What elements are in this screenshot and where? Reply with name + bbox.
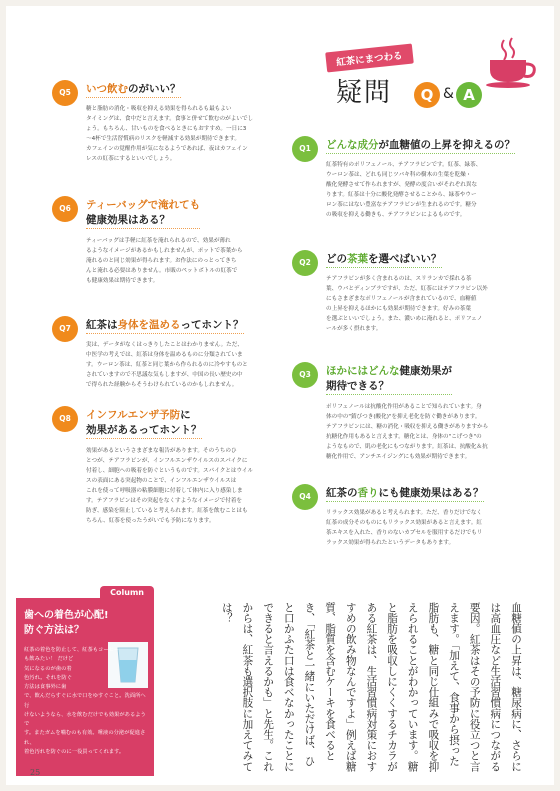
qa-q3 <box>292 362 528 482</box>
qa-q8 <box>52 406 288 566</box>
column-tab: Column <box>100 586 154 599</box>
page-number: 25 <box>30 768 41 777</box>
question-badge: Q2 <box>292 250 318 276</box>
answer-text: テアフラビンが多く含まれるのは、スリランカで採れる茶 葉、ウバとディンブラですが、ただ、紅茶にはテアフラビン以外 にもさまざまなポリフェノールが含まれているので、血糖値 の上昇を抑えるほかにも効果が期待できます。好みの茶葉 を選ぶといいでしょう。また、濃いめに淹れると、ポリフェノ ールが多く摂れます。 <box>326 276 488 333</box>
tea-cup-icon <box>482 34 538 90</box>
answer-text: 糖と脂肪の消化・吸収を抑える効果を得られるも最もよい タイミングは、食中だと言えます。食事と併せて飲むのがよいでし ょう。もちろん、甘いものを食べるときにもおすすめ。一日に3 〜4杯で生活習慣病のリスクを軽減する効果が期待できます。 カフェインの覚醒作用が気になるようであれば、夜はカフェイン レスの紅茶にするといいでしょう。 <box>86 106 254 163</box>
vertical-article-text: 血糖値の上昇は、糖尿病に、さらには高血圧など生活習慣病につながる要因。紅茶はその予防に役立つと言えます。「加えて、食事から摂った脂肪も、糖と同じ仕組みで吸収を抑えられることがわかっています。糖と脂肪を吸収しにくくするチカラがある紅茶は、生活習慣病対策におすすめの飲み物なんですよ」例えば糖質、脂質を含むケーキを食べるとき、「紅茶と一緒にいただけば、ひと口かふた口は食べなかったことにできると言えるかも」と先生。これからは、紅茶も選択肢に加えてみては？ <box>220 602 522 772</box>
answer-text: 紅茶特有のポリフェノール、テアフラビンです。紅茶、緑茶、 ウーロン茶は、どれも同じツバキ科の樹木の生葉を乾燥・ 酸化発酵させて作られますが、発酵の度合いがそれぞれ異な ります。紅茶は十分に酸化発酵させることから、緑茶やウー ロン茶にはない豊富なテアフラビンが生まれるのです。糖分 の吸収を抑える働きも、テアフラビンによるものです。 <box>326 162 482 219</box>
question-title: いつ飲むのがいい？ <box>86 82 181 98</box>
question-title: どんな成分が血糖値の上昇を抑えるの？ <box>326 138 515 154</box>
question-badge: Q1 <box>292 136 318 162</box>
column-title: 歯への着色が心配! 防ぐ方法は？ <box>24 610 109 636</box>
question-badge: Q7 <box>52 316 78 342</box>
question-title: 紅茶は身体を温めるってホント？ <box>86 318 244 334</box>
qa-q6 <box>52 196 288 306</box>
answer-text: 実は、データがなくはっきりしたことはわかりません。ただ、 中医学の考えでは、紅茶は身体を温めるものに分類されていま す。ウーロン茶は、紅茶と同じ葉から作られるのに冷やすものと されていますので不思議な気もしますが、中国の長い歴史の中 で得られた経験からそうわけられているのかもしれません。 <box>86 342 248 389</box>
header-amp: & <box>443 86 454 102</box>
qa-q7 <box>52 316 288 406</box>
column-box <box>16 588 154 776</box>
column-body: 紅茶の着色を防止して、紅茶もコーヒー も飲みたい！ だけど 気になるのが歯の着 色汚れ。それを防ぐ 方法は食事外に歯 で、飲んだらすぐに水で口をゆすぐこと。洗面所へ行 けないようなら、水を飲むだけでも効果があるようで す。またガムを噛むのも有効。唾液の分泌が促進され、 着色汚れを防ぐのに一役買ってくれます。 <box>24 647 146 755</box>
header-q-circle: Q <box>414 82 440 108</box>
answer-text: 効果があるというさまざまな報告があります。そのうちのひ とつが、テアフラビンが、インフルエンザウイルスのスパイクに 付着し、細胞への吸着を防ぐというものです。スパイクとはウイル スの表面にある突起物のことで、インフルエンザウイルスは これを使って呼吸器の粘膜細胞に付着して体内に入り感染しま す。テアフラビンはその突起をなくすようなイメージで付着を 防ぎ、感染を阻止していると考えられます。紅茶を飲むことはも ちろん、紅茶を使ったうがいでも予防になります。 <box>86 448 254 525</box>
question-badge: Q3 <box>292 362 318 388</box>
header-title: 疑問 <box>336 78 393 108</box>
answer-text: ティーバッグは手軽に紅茶を淹れられるので、効果が薄れ るようなイメージがあるかもしれませんが、ポットで茶葉から 淹れるのと同じ効果が得られます。お作法にのっとってきち んと淹れる必要はありません。市販のペットボトルの紅茶で も健康効果は期待できます。 <box>86 238 243 285</box>
question-badge: Q6 <box>52 196 78 222</box>
qa-q5 <box>52 80 288 190</box>
magazine-page <box>6 6 554 785</box>
question-title: どの茶葉を選べばいい？ <box>326 252 442 268</box>
question-title: インフルエンザ予防に 効果があるってホント？ <box>86 408 202 439</box>
header-a-circle: A <box>456 82 482 108</box>
question-badge: Q8 <box>52 406 78 432</box>
question-title: ほかにはどんな健康効果が 期待できる？ <box>326 364 452 395</box>
question-badge: Q4 <box>292 484 318 510</box>
answer-text: リラックス効果があると考えられます。ただ、香りだけでなく 紅茶の成分そのものにもリラックス効果があると言えます。紅 茶エキスを入れた、香りのないカプセルを服用するだけでもリ ラックス効果が得られたというデータもあります。 <box>326 510 483 547</box>
question-title: 紅茶の香りにも健康効果はある？ <box>326 486 484 502</box>
question-title: ティーバッグで淹れても 健康効果はある？ <box>86 198 200 229</box>
question-badge: Q5 <box>52 80 78 106</box>
qa-q2 <box>292 250 528 350</box>
qa-q4 <box>292 484 528 574</box>
header-tag: 紅茶にまつわる <box>325 44 413 73</box>
answer-text: ポリフェノールは抗酸化作用があることで知られています。身 体の中の"錆びつき(酸化)"を抑え老化を防ぐ働きがあります。 テアフラビンには、糖の消化・吸収を抑える働きがありますから 抗糖化作用もあると言えます。糖化とは、身体の"こげつき"の ようなもので、肌の老化にもつながります。紅茶は、抗酸化＆抗 糖化作用で、アンチエイジングにも効果が期待できます。 <box>326 404 489 461</box>
qa-q1 <box>292 136 528 246</box>
